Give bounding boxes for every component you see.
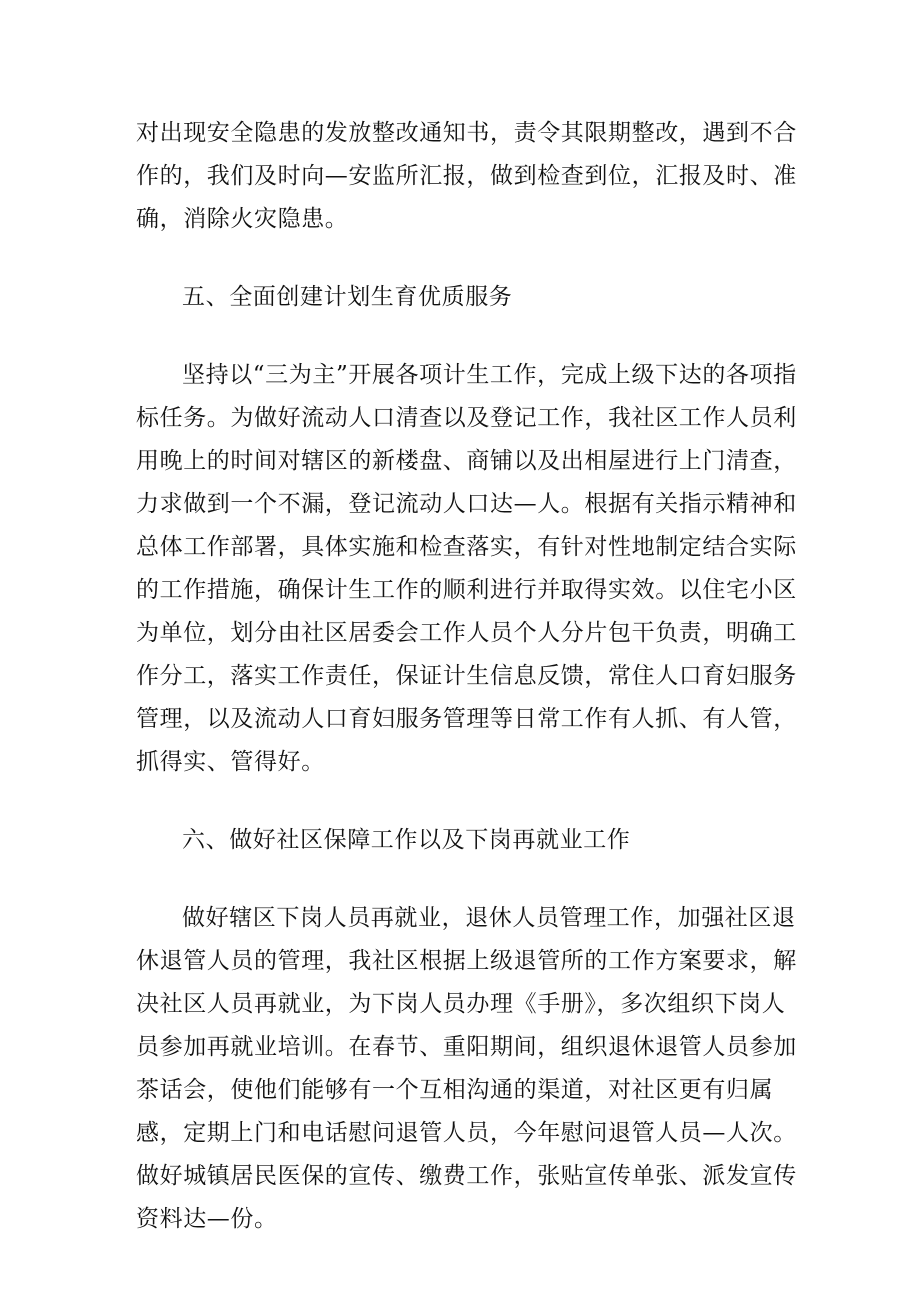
section-heading-social-security: 六、做好社区保障工作以及下岗再就业工作 (182, 827, 631, 853)
paragraph-social-security: 做好辖区下岗人员再就业，退休人员管理工作，加强社区退休退管人员的管理，我社区根据上级退管所的工作方案要求，解决社区人员再就业，为下岗人员办理《手册》，多次组织下岗人员参加再就业培训。在春节、重阳期间，组织退休退管人员参加茶话会，使他们能够有一个互相沟通的渠道，对社区更有归属感，定期上门和电话慰问退管人员，今年慰问退管人员—人次。做好城镇居民医保的宣传、缴费工作，张贴宣传单张、派发宣传资料达—份。 (136, 905, 797, 1232)
document-body (136, 112, 804, 1276)
section-heading-family-planning: 五、全面创建计划生育优质服务 (182, 284, 513, 310)
paragraph-family-planning: 坚持以“三为主”开展各项计生工作，完成上级下达的各项指标任务。为做好流动人口清查以及登记工作，我社区工作人员利用晚上的时间对辖区的新楼盘、商铺以及出相屋进行上门清查，力求做到一个不漏，登记流动人口达—人。根据有关指示精神和总体工作部署，具体实施和检查落实，有针对性地制定结合实际的工作措施，确保计生工作的顺利进行并取得实效。以住宅小区为单位，划分由社区居委会工作人员个人分片包干负责，明确工作分工，落实工作责任，保证计生信息反馈，常住人口育妇服务管理，以及流动人口育妇服务管理等日常工作有人抓、有人管，抓得实、管得好。 (136, 362, 797, 775)
paragraph-fire-hazard-continuation: 对出现安全隐患的发放整改通知书，责令其限期整改，遇到不合作的，我们及时向—安监所汇报，做到检查到位，汇报及时、准确，消除火灾隐患。 (136, 120, 797, 232)
